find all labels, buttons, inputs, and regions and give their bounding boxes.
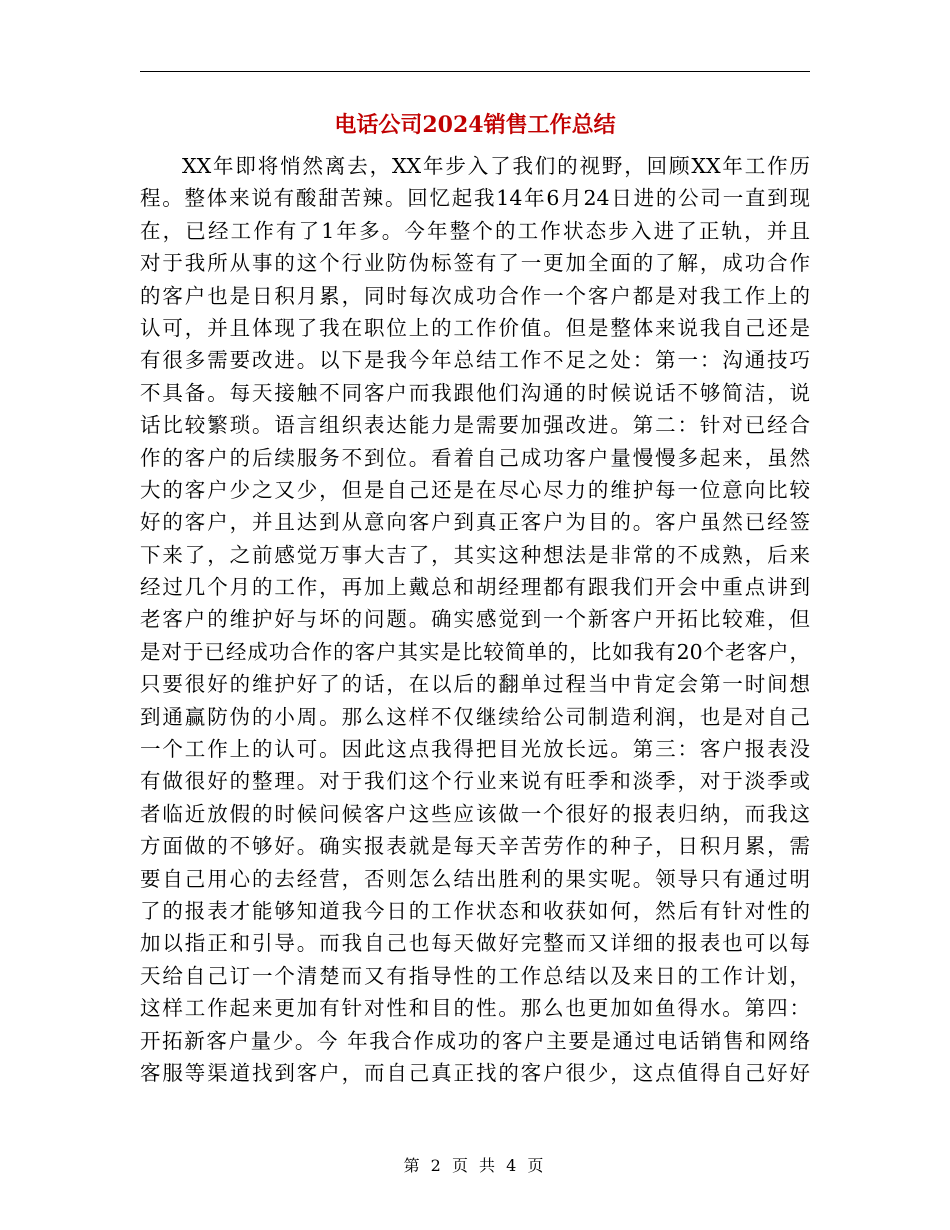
body-line: 话比较繁琐。语言组织表达能力是需要加强改进。第二：针对已经合 (140, 413, 810, 438)
body-line: 下来了，之前感觉万事大吉了，其实这种想法是非常的不成熟，后来 (140, 542, 810, 567)
body-line: 只要很好的维护好了的话，在以后的翻单过程当中肯定会第一时间想 (140, 672, 810, 697)
body-line: 对于我所从事的这个行业防伪标签有了一更加全面的了解，成功合作 (140, 251, 810, 276)
body-line: 要自己用心的去经营，否则怎么结出胜利的果实呢。领导只有通过明 (140, 866, 810, 891)
body-line: 到通赢防伪的小周。那么这样不仅继续给公司制造利润，也是对自己 (140, 704, 810, 729)
body-line: 不具备。每天接触不同客户而我跟他们沟通的时候说话不够简洁，说 (140, 380, 810, 405)
body-line: 一个工作上的认可。因此这点我得把目光放长远。第三：客户报表没 (140, 737, 810, 762)
page-footer: 第 2 页 共 4 页 (403, 1156, 547, 1175)
document-title: 电话公司2024销售工作总结 (334, 112, 616, 138)
body-line: 大的客户少之又少，但是自己还是在尽心尽力的维护每一位意向比较 (140, 477, 810, 502)
body-line: 的客户也是日积月累，同时每次成功合作一个客户都是对我工作上的 (140, 283, 810, 308)
body-line: 开拓新客户量少。今 年我合作成功的客户主要是通过电话销售和网络 (140, 1028, 810, 1053)
body-line: 加以指正和引导。而我自己也每天做好完整而又详细的报表也可以每 (140, 931, 810, 956)
body-line: 在，已经工作有了1年多。今年整个的工作状态步入进了正轨，并且 (140, 218, 810, 243)
body-line: 天给自己订一个清楚而又有指导性的工作总结以及来日的工作计划， (140, 963, 810, 988)
body-line: 有做很好的整理。对于我们这个行业来说有旺季和淡季，对于淡季或 (140, 769, 810, 794)
body-line: 客服等渠道找到客户，而自己真正找的客户很少，这点值得自己好好 (140, 1060, 810, 1085)
body-line: 认可，并且体现了我在职位上的工作价值。但是整体来说我自己还是 (140, 315, 810, 340)
header-rule (140, 71, 810, 72)
body-line: 这样工作起来更加有针对性和目的性。那么也更加如鱼得水。第四： (140, 996, 810, 1021)
body-line: 程。整体来说有酸甜苦辣。回忆起我14年6月24日进的公司一直到现 (140, 186, 810, 211)
body-line: 方面做的不够好。确实报表就是每天辛苦劳作的种子，日积月累，需 (140, 834, 810, 859)
body-line: 好的客户，并且达到从意向客户到真正客户为目的。客户虽然已经签 (140, 510, 810, 535)
body-line: 是对于已经成功合作的客户其实是比较简单的，比如我有20个老客户， (140, 639, 810, 664)
body-line: 有很多需要改进。以下是我今年总结工作不足之处：第一：沟通技巧 (140, 348, 810, 373)
body-line: XX年即将悄然离去，XX年步入了我们的视野，回顾XX年工作历 (182, 154, 810, 178)
body-line: 者临近放假的时候问候客户这些应该做一个很好的报表归纳，而我这 (140, 801, 810, 826)
body-line: 老客户的维护好与坏的问题。确实感觉到一个新客户开拓比较难，但 (140, 607, 810, 632)
body-line: 了的报表才能够知道我今日的工作状态和收获如何，然后有针对性的 (140, 898, 810, 923)
document-body (140, 150, 810, 1089)
body-line: 作的客户的后续服务不到位。看着自己成功客户量慢慢多起来，虽然 (140, 445, 810, 470)
body-line: 经过几个月的工作，再加上戴总和胡经理都有跟我们开会中重点讲到 (140, 575, 810, 600)
